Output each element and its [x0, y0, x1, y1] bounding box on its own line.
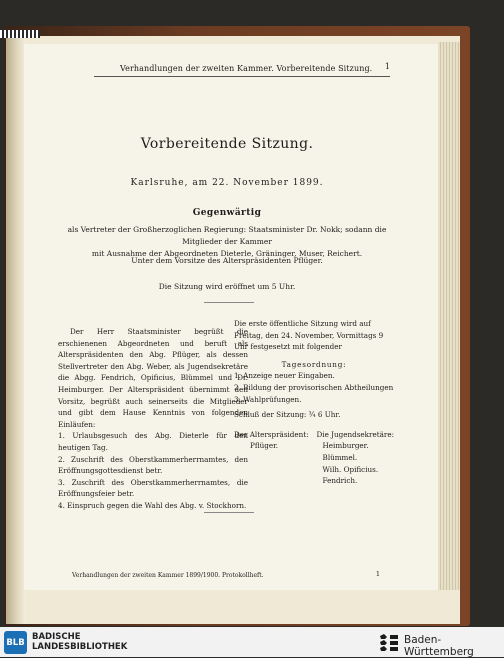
- coat-of-arms-icon[interactable]: [378, 632, 400, 652]
- library-name-line: BADISCHE: [32, 632, 81, 642]
- closing-time: Schluß der Sitzung: ¾ 6 Uhr.: [234, 410, 341, 420]
- agenda-item: 3. Wahlprüfungen.: [234, 394, 302, 404]
- library-name-line: LANDESBIBLIOTHEK: [32, 642, 128, 652]
- left-column: [58, 326, 248, 512]
- header-rule: [94, 76, 390, 77]
- opened-line: Die Sitzung wird eröffnet um 5 Uhr.: [158, 282, 296, 291]
- signature-name: Blümmel.: [322, 452, 358, 462]
- signature-title: Der Alterspräsident:: [234, 429, 309, 439]
- present-line: mit Ausnahme der Abgeordneten Dieterle, Gräninger, Muser, Reichert.: [91, 249, 363, 258]
- library-name[interactable]: [32, 632, 127, 652]
- list-item: 3. Zuschrift des Oberstkammerherrnamtes, die Eröffnungsfeier betr.: [58, 477, 248, 499]
- document-page: [24, 44, 438, 590]
- page-title: Vorbereitende Sitzung.: [140, 136, 314, 152]
- signature-name: Wilh. Opificius.: [322, 464, 379, 474]
- list-item: 2. Zuschrift des Oberstkammerherrnamtes, den Eröffnungsgottesdienst betr.: [58, 454, 248, 476]
- signature-name: Fendrich.: [322, 476, 358, 486]
- footer-number: 1: [375, 570, 380, 578]
- chair-line: Unter dem Vorsitze des Alterspräsidenten Pflüger.: [131, 256, 323, 265]
- agenda-heading: Tagesordnung:: [281, 359, 347, 369]
- right-column: [234, 318, 394, 487]
- state-name[interactable]: Baden-Württemberg: [404, 634, 474, 658]
- signature-name: Pflüger.: [250, 441, 279, 451]
- session-date: Karlsruhe, am 22. November 1899.: [130, 178, 324, 188]
- list-item: 4. Einspruch gegen die Wahl des Abg. v. Stockhorn.: [58, 500, 247, 510]
- section-divider: [204, 302, 254, 303]
- present-heading: Gegenwärtig: [192, 208, 262, 218]
- agenda-item: 2. Bildung der provisorischen Abtheilungen: [234, 382, 394, 392]
- running-header: Verhandlungen der zweiten Kammer. Vorbereitende Sitzung.: [120, 64, 373, 73]
- present-line: als Vertreter der Großherzoglichen Regierung: Staatsminister Dr. Nokk; sodann die Mitglieder der Kammer: [67, 225, 387, 246]
- present-text: [64, 224, 390, 260]
- page-number: 1: [384, 62, 390, 71]
- page-edges: [438, 42, 460, 590]
- minutes-paragraph: Der Herr Staatsminister begrüßt die erschienenen Abgeordneten und beruft als Alterspräsidenten den Abg. Pflüger, als dessen Stellvertreter den Abg. Weber, als Jugendsekretäre die Abgg. Fendrich, Opificius, Blümmel und Dr. Heimburger. Der Alterspräsident übernimmt den Vorsitz, begrüßt auch seinerseits die Mitglieder und gibt dem Hause Kenntnis von folgenden Einläufen:: [58, 327, 248, 429]
- list-item: 1. Urlaubsgesuch des Abg. Dieterle für den heutigen Tag.: [58, 431, 248, 452]
- scale-ruler: [0, 30, 40, 38]
- signatures: [234, 429, 394, 487]
- page-footer: Verhandlungen der zweiten Kammer 1899/1900. Protokollheft.: [72, 572, 264, 579]
- agenda-item: 1. Anzeige neuer Eingaben.: [234, 371, 335, 381]
- signature-name: Heimburger.: [322, 441, 369, 451]
- next-session-text: Die erste öffentliche Sitzung wird auf Freitag, den 24. November, Vormittags 9 Uhr festgesetzt mit folgender: [234, 319, 384, 352]
- signature-right: [317, 429, 394, 487]
- signature-left: [234, 429, 309, 487]
- blb-logo[interactable]: BLB: [4, 631, 27, 654]
- page-gutter: [6, 36, 26, 624]
- signature-title: Die Jugendsekretäre:: [316, 429, 394, 439]
- end-divider: [204, 512, 254, 513]
